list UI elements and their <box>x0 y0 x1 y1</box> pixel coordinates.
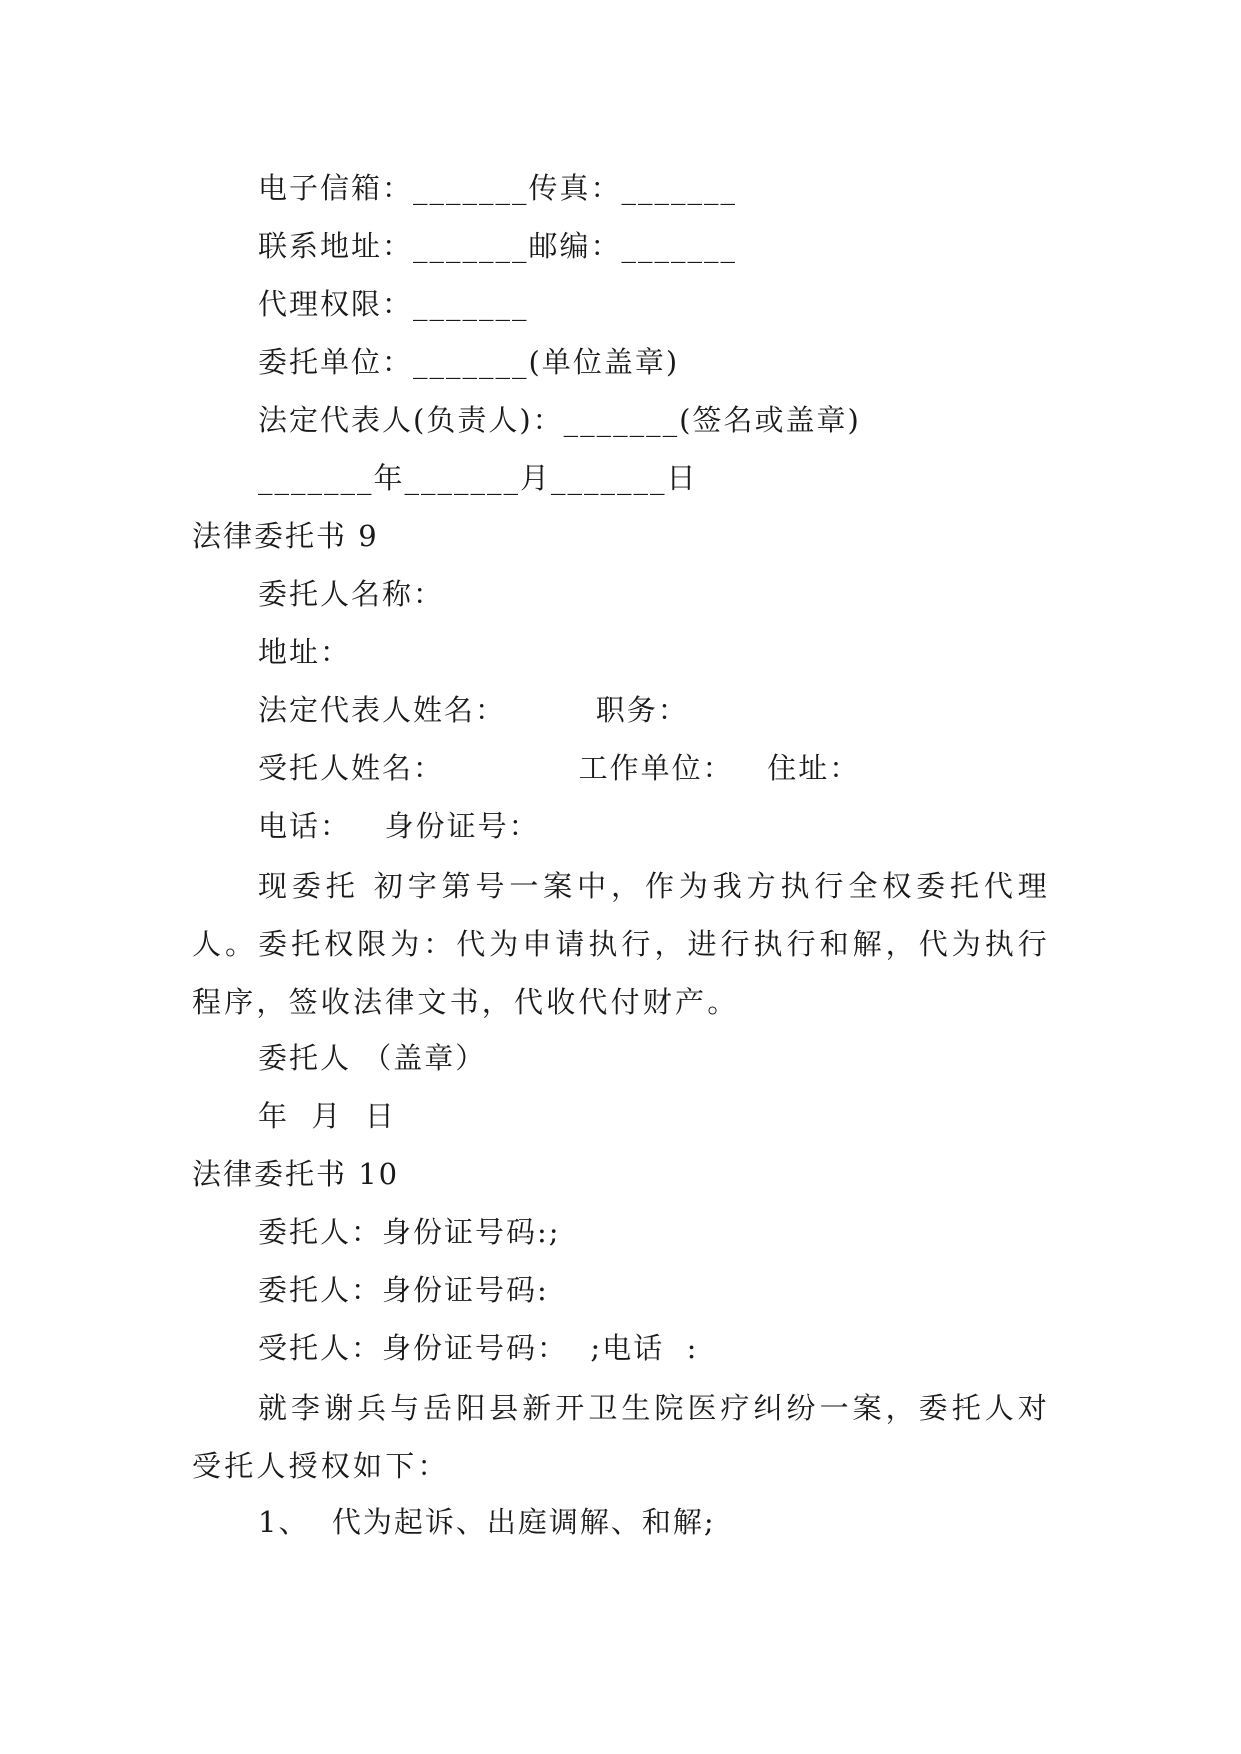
address-line: 地址： <box>258 635 352 669</box>
agency-authority-line: 代理权限：_______ <box>258 287 529 321</box>
trustee-info-line: 受托人姓名： 工作单位： 住址： <box>258 751 861 785</box>
date-blank-line: 年 月 日 <box>258 1099 396 1133</box>
client-id-line-2: 委托人：身份证号码: <box>258 1273 549 1307</box>
client-seal-line: 委托人 （盖章） <box>258 1041 487 1075</box>
phone-id-line: 电话： 身份证号： <box>258 809 540 843</box>
email-fax-line: 电子信箱：_______传真：_______ <box>258 171 738 205</box>
section-heading-9: 法律委托书 9 <box>192 519 379 553</box>
case-authorization-paragraph: 就李谢兵与岳阳县新开卫生院医疗纠纷一案，委托人对受托人授权如下： <box>192 1391 1050 1483</box>
authorization-paragraph: 现委托 初字第号一案中，作为我方执行全权委托代理人。委托权限为：代为申请执行，进行执行和解，代为执行程序，签收法律文书，代收代付财产。 <box>192 869 1050 1019</box>
trustee-id-phone-line: 受托人：身份证号码： ;电话 : <box>258 1331 699 1365</box>
client-id-line-1: 委托人：身份证号码:; <box>258 1215 561 1249</box>
authorization-item-1: 1、 代为起诉、出庭调解、和解; <box>258 1505 716 1539</box>
legal-representative-line: 法定代表人(负责人)：_______(签名或盖章) <box>258 403 861 437</box>
entrusting-unit-line: 委托单位：_______(单位盖章) <box>258 345 680 379</box>
legal-rep-name-title-line: 法定代表人姓名： 职务： <box>258 693 689 727</box>
date-line: _______年_______月_______日 <box>258 461 698 495</box>
section-heading-10: 法律委托书 10 <box>192 1157 400 1191</box>
address-postcode-line: 联系地址：_______邮编：_______ <box>258 229 738 263</box>
client-name-line: 委托人名称： <box>258 577 445 611</box>
